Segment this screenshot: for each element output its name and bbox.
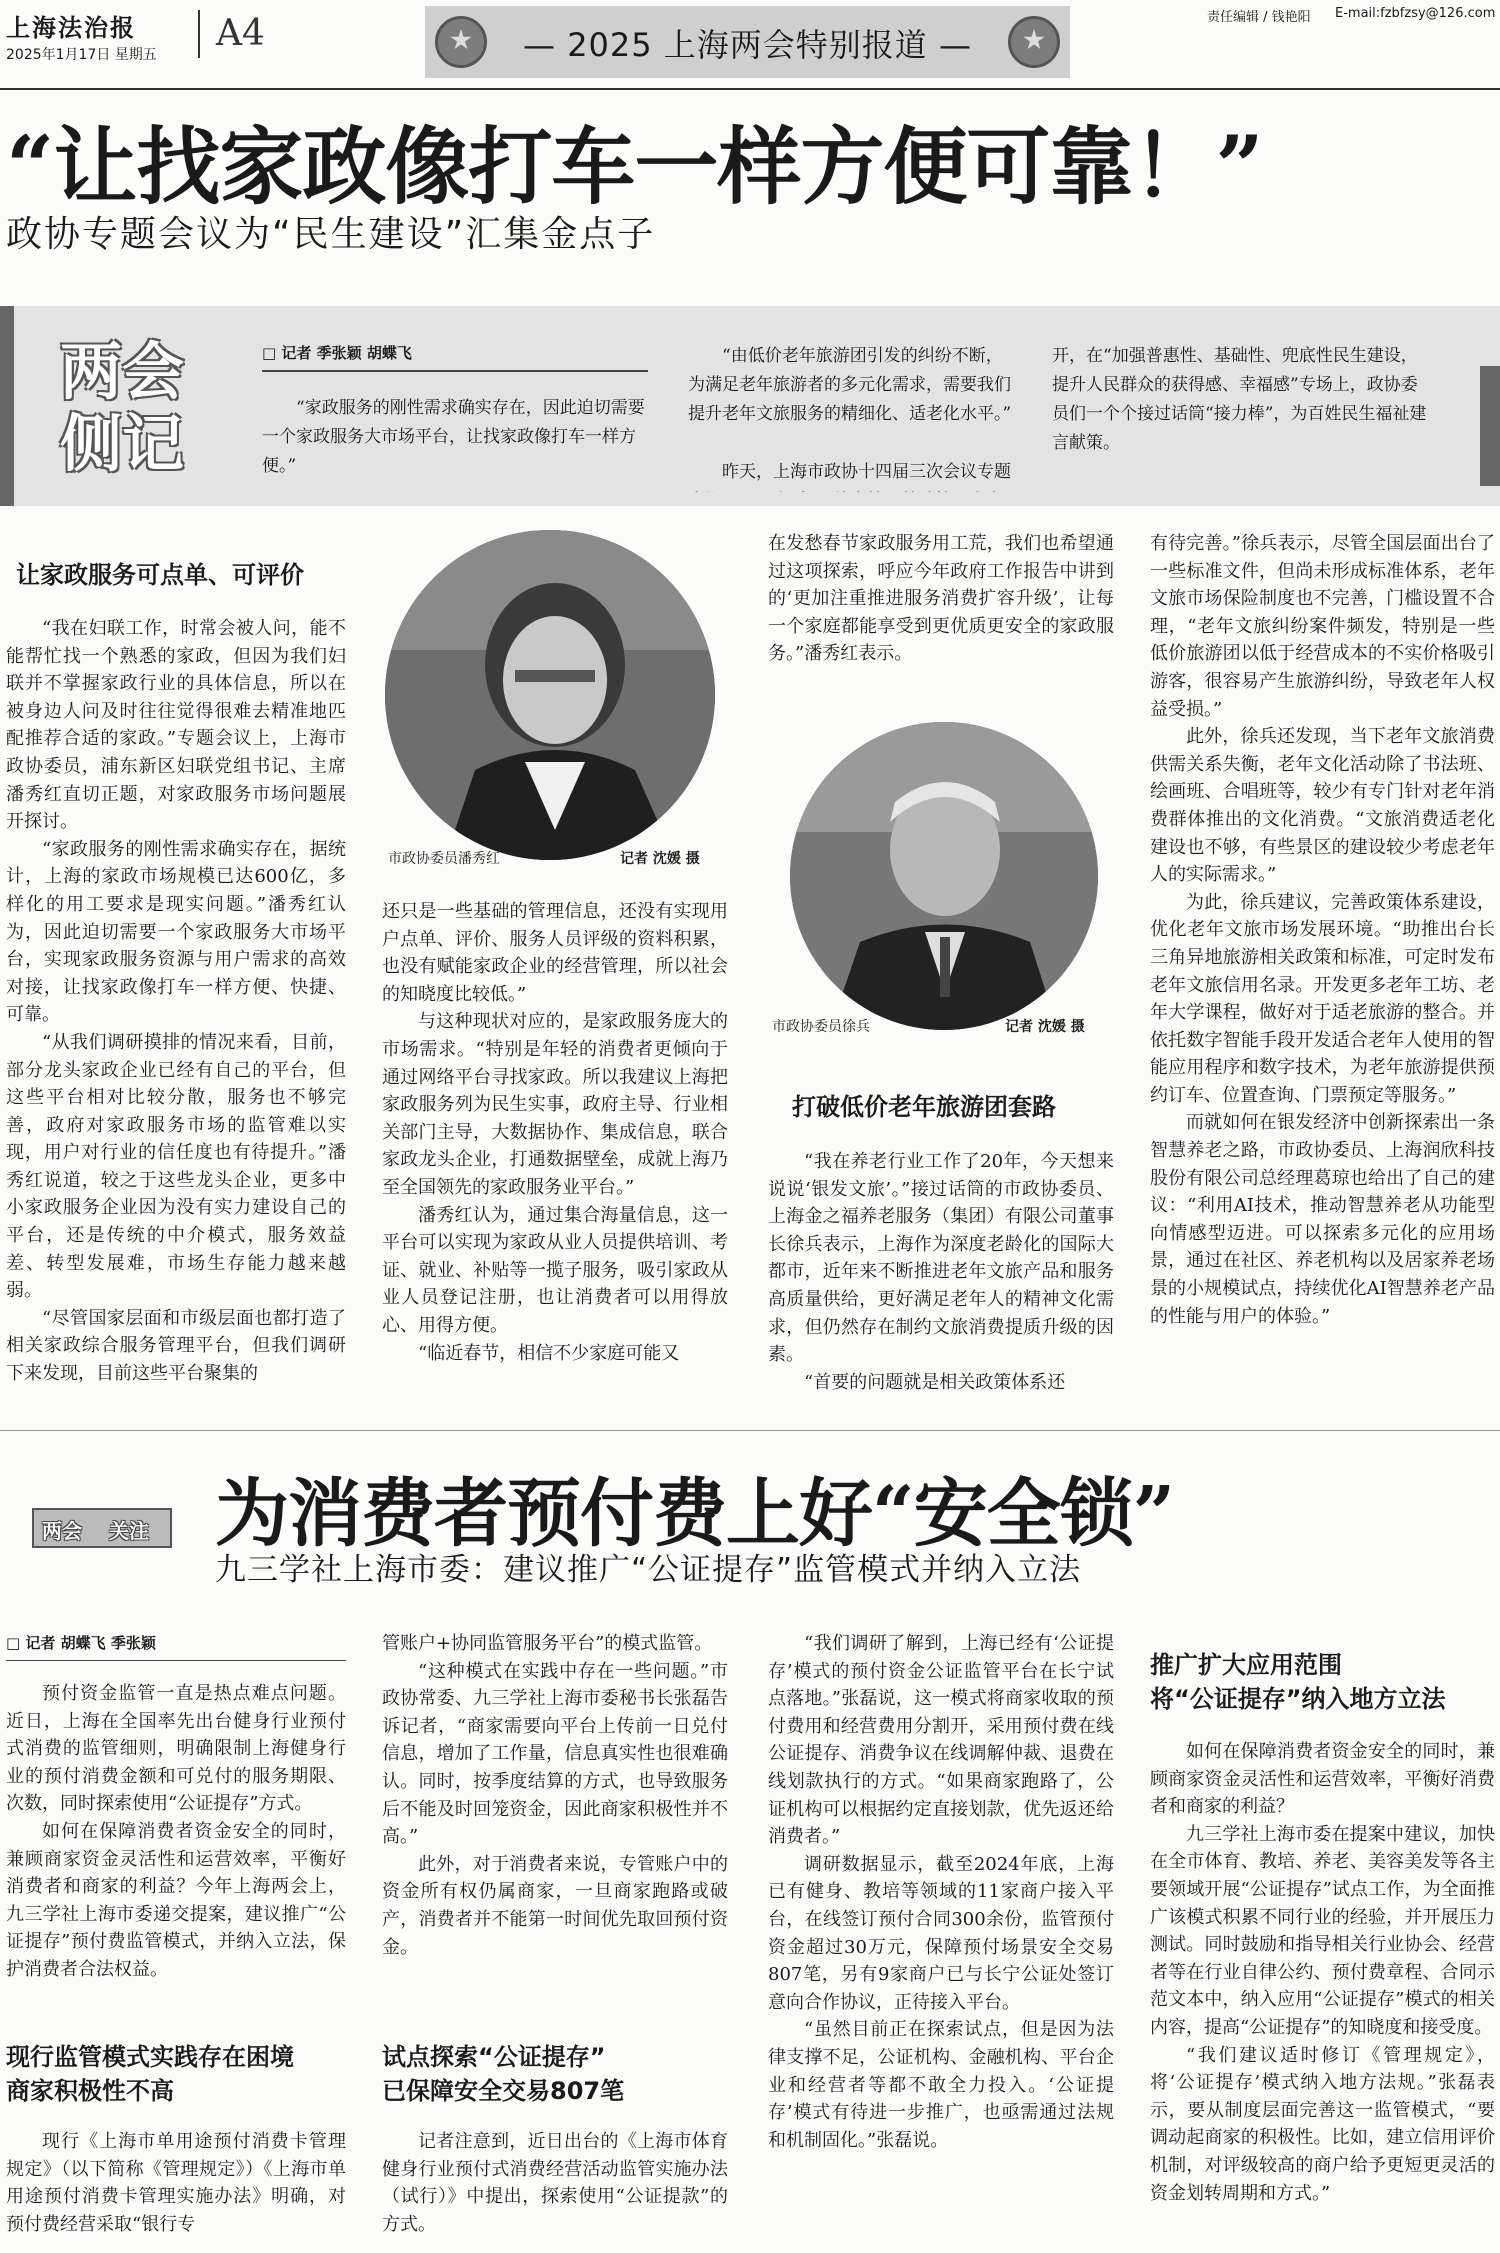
badge-left: 两会 <box>42 1519 82 1543</box>
byline-rule <box>6 1660 346 1661</box>
intro-paragraph-3-flow: 开，在“加强普惠性、基础性、兜底性民生建设，提升人民群众的获得感、幸福感”专场上，政协委员们一个个接过话筒“接力棒”，为百姓民生福祉建言献策。 <box>1052 346 1427 453</box>
photo2-caption: 市政协委员徐兵 <box>772 1019 870 1035</box>
article1-subheadline: 政协专题会议为“民生建设”汇集金点子 <box>6 214 656 255</box>
page-number: A4 <box>198 10 265 58</box>
paragraph: 与这种现状对应的，是家政服务庞大的市场需求。“特别是年轻的消费者更倾向于通过网络平台寻找家政。所以我建议上海把家政服务列为民生实事，政府主导、行业相关部门主导，大数据协作、集成信息，联合家政龙头企业，打通数据壁垒，成就上海乃至全国领先的家政服务业平台。” <box>382 1011 728 1198</box>
paragraph: 管账户+协同监管服务平台”的模式监管。 <box>382 1633 713 1654</box>
article2-column-4 <box>1150 1738 1495 2248</box>
intro-paragraph-3: 昨天，上海市政协十四届三次会议专题 <box>722 462 1011 482</box>
column-logo: 两会侧记 <box>60 335 185 480</box>
article1-headline: “让找家政像打车一样方便可靠！” <box>6 117 1263 216</box>
paragraph: 此外，徐兵还发现，当下老年文旅消费供需关系失衡，老年文化活动除了书法班、绘画班、合唱班等，较少有专门针对老年消费群体推出的文化消费。“文旅消费适老化建设也不够，有些景区的建设较少考虑老年人的实际需求。” <box>1150 726 1495 886</box>
paper-date: 2025年1月17日 星期五 <box>6 47 157 63</box>
masthead <box>0 0 1500 88</box>
banner-title: — 2025 上海两会特别报道 — <box>523 26 972 64</box>
photo2-credit: 记者 沈媛 摄 <box>1005 1019 1085 1035</box>
article2-column-1b <box>6 2128 346 2248</box>
intro-paragraph-3-cont <box>1052 342 1427 487</box>
paragraph: “这种模式在实践中存在一些问题。”市政协常委、九三学社上海市委秘书长张磊告诉记者，“商家需要向平台上传前一日兑付信息，增加了工作量，信息真实性也很难确认。同时，按季度结算的方式，也导致服务后不能及时回笼资金，因此商家积极性并不高。” <box>382 1660 728 1848</box>
article2-column-1 <box>6 1680 346 2025</box>
paragraph: “我在养老行业工作了20年，今天想来说说‘银发文旅’。”接过话筒的市政协委员、上海金之福养老服务（集团）有限公司董事长徐兵表示，上海作为深度老龄化的国际大都市，近年来不断推进老年文旅产品和服务高质量供给，更好满足老年人的精神文化需求，但仍然存在制约文旅消费提质升级的因素。 <box>768 1151 1114 1366</box>
paragraph: “尽管国家层面和市级层面也都打造了相关家政综合服务管理平台，但我们调研下来发现，目前这些平台聚集的 <box>6 1307 346 1385</box>
intro-left-bar <box>0 306 14 506</box>
paragraph: “我们建议适时修订《管理规定》，将‘公证提存’模式纳入地方法规。”张磊表示，要从制度层面完善这一监管模式，“要调动起商家的积极性。比如，建立信用评价机制，对评级较高的商户给予更短更灵活的资金划转周期和方式。” <box>1150 2044 1495 2204</box>
section2-heading: 打破低价老年旅游团套路 <box>792 1093 1056 1121</box>
article1-byline: □ 记者 季张颖 胡蝶飞 <box>262 344 412 362</box>
article2-column-2b <box>382 2128 728 2248</box>
paragraph: 潘秀红认为，通过集合海量信息，这一平台可以实现为家政从业人员提供培训、考证、就业、补贴等一揽子服务，吸引家政从业人员登记注册，也让消费者可以用得放心、用得方便。 <box>382 1204 728 1336</box>
paragraph: “我在妇联工作，时常会被人问，能不能帮忙找一个熟悉的家政，但因为我们妇联并不掌握家政行业的具体信息，所以在被身边人问及时往往觉得很难去精准地匹配推荐合适的家政。”专题会议上，上海市政协委员，浦东新区妇联党组书记、主席潘秀红直切正题，对家政服务市场问题展开探讨。 <box>6 618 346 833</box>
paragraph: “从我们调研摸排的情况来看，目前，部分龙头家政企业已经有自己的平台，但这些平台相对比较分散，服务也不够完善，政府对家政服务市场的监管难以实现，用户对行业的信任度也有待提升。”潘秀红说道，较之于这些龙头企业，更多中小家政服务企业因为没有实力建设自己的平台，还是传统的中介模式，服务效益差、转型发展难，市场生存能力越来越弱。 <box>6 1031 346 1302</box>
intro-quote-2: “由低价老年旅游团引发的纠纷不断，为满足老年旅游者的多元化需求，需要我们提升老年文旅服务的精细化、适老化水平。” <box>688 346 1012 424</box>
paragraph: 预付资金监管一直是热点难点问题。近日，上海在全国率先出台健身行业预付式消费的监管细则，明确限制上海健身行业的预付消费金额和可兑付的服务期限、次数，同时探索使用“公证提存”方式。 <box>6 1683 346 1815</box>
cppcc-emblem-icon <box>1008 16 1060 68</box>
editor-email: E-mail:fzbfzsy@126.com <box>1335 6 1496 21</box>
paragraph: 现行《上海市单用途预付消费卡管理规定》（以下简称《管理规定》）《上海市单用途预付消费卡管理实施办法》明确，对预付费经营采取“银行专 <box>6 2131 346 2235</box>
article1-column-3-bottom <box>768 1148 1114 1418</box>
intro-quote-1: “家政服务的刚性需求确实存在，因此迫切需要一个家政服务大市场平台，让找家政像打车一样方便。” <box>262 398 645 476</box>
section-a-heading: 现行监管模式实践存在困境 商家积极性不高 <box>6 2043 294 2105</box>
responsible-editor: 责任编辑 / 钱艳阳 <box>1207 10 1311 25</box>
column-badge <box>32 1508 172 1548</box>
paragraph: 而就如何在银发经济中创新探索出一条智慧养老之路，市政协委员、上海润欣科技股份有限公司总经理葛琼也给出了自己的建议：“利用AI技术，推动智慧养老从功能型向情感型迈进。可以探索多元化的应用场景，通过在社区、养老机构以及居家养老场景的小规模试点，持续优化AI智慧养老产品的性能与用户的体验。” <box>1150 1112 1495 1327</box>
national-emblem-icon <box>435 16 487 68</box>
paragraph: 有待完善。”徐兵表示，尽管全国层面出台了一些标准文件，但尚未形成标准体系，老年文旅市场保险制度也不完善，门槛设置不合理，“老年文旅纠纷案件频发，特别是一些低价旅游团以低于经营成本的不实价格吸引游客，很容易产生旅游纠纷，导致老年人权益受损。” <box>1150 533 1495 720</box>
paragraph: 如何在保障消费者资金安全的同时，兼顾商家资金灵活性和运营效率，平衡好消费者和商家的利益？今年上海两会上，九三学社上海市委递交提案，建议推广“公证提存”预付费监管模式，并纳入立法，保护消费者合法权益。 <box>6 1820 346 1980</box>
paragraph: 此外，对于消费者来说，专管账户中的资金所有权仍属商家，一旦商家跑路或破产，消费者并不能第一时间优先取回预付资金。 <box>382 1853 728 1958</box>
badge-right: 关注 <box>109 1519 149 1543</box>
section-c-heading: 推广扩大应用范围 将“公证提存”纳入地方立法 <box>1150 1651 1446 1713</box>
article1-column-2 <box>382 898 728 1413</box>
section1-heading: 让家政服务可点单、可评价 <box>16 561 304 589</box>
intro-right-bar <box>1480 366 1500 486</box>
paragraph: 记者注意到，近日出台的《上海市体育健身行业预付式消费经营活动监管实施办法（试行）》中提出，探索使用“公证提款”的方式。 <box>382 2131 728 2235</box>
article-separator <box>0 1430 1500 1431</box>
masthead-rule <box>0 88 1500 90</box>
article1-column-3-top <box>768 530 1114 700</box>
intro-paragraph-3a <box>688 458 1018 492</box>
article2-subheadline: 九三学社上海市委：建议推广“公证提存”监管模式并纳入立法 <box>215 1552 1082 1588</box>
article1-column-4 <box>1150 530 1495 1415</box>
article2-column-3 <box>768 1630 1114 2248</box>
paragraph: 为此，徐兵建议，完善政策体系建设，优化老年文旅市场发展环境。“助推出台长三角异地旅游相关政策和标准，可定时发布老年文旅信用名录。开发更多老年工坊、老年大学课程，做好对于适老旅游的整合。并依托数字智能手段开发适合老年人使用的智能应用程序和数字技术，为老年旅游提供预约订车、位置查询、门票预定等服务。” <box>1150 891 1495 1106</box>
paper-name: 上海法治报 <box>6 13 136 42</box>
paragraph: “临近春节，相信不少家庭可能又 <box>418 1342 680 1364</box>
paragraph: 调研数据显示，截至2024年底，上海已有健身、教培等领域的11家商户接入平台，在线签订预付合同300余份，监管预付资金超过30万元，保障预付场景安全交易807笔，另有9家商户已与长宁公证处签订意向合作协议，正待接入平台。 <box>768 1853 1114 2013</box>
paragraph: “我们调研了解到，上海已经有‘公证提存’模式的预付资金公证监管平台在长宁试点落地。”张磊说，这一模式将商家收取的预付费用和经营费用分割开，采用预付费在线公证提存、消费争议在线调解仲裁、退费在线划款执行的方式。“如果商家跑路了，公证机构可以根据约定直接划款，优先返还给消费者。” <box>768 1633 1114 1848</box>
paragraph: 在发愁春节家政服务用工荒，我们也希望通过这项探索，呼应今年政府工作报告中讲到的‘更加注重推进服务消费扩容升级’，让每一个家庭都能享受到更优质更安全的家政服务。”潘秀红表示。 <box>768 533 1114 665</box>
section-b-heading: 试点探索“公证提存” 已保障安全交易807笔 <box>382 2043 625 2105</box>
portrait-woman-icon <box>385 530 715 860</box>
paragraph: “首要的问题就是相关政策体系还 <box>804 1371 1066 1393</box>
photo1-credit: 记者 沈媛 摄 <box>620 851 700 867</box>
special-report-banner <box>425 6 1070 78</box>
paragraph: 九三学社上海市委在提案中建议，加快在全市体育、教培、养老、美容美发等各主要领域开展“公证提存”试点工作，为全面推广该模式积累不同行业的经验，并开展压力测试。同时鼓励和指导相关行业协会、经营者等在行业自律公约、预付费章程、合同示范文本中，纳入应用“公证提存”模式的相关内容，提高“公证提存”的知晓度和接受度。 <box>1150 1823 1495 2038</box>
paragraph: 还只是一些基础的管理信息，还没有实现用户点单、评价、服务人员评级的资料积累，也没有赋能家政企业的经营管理，所以社会的知晓度比较低。” <box>382 901 728 1005</box>
article2-headline: 为消费者预付费上好“安全锁” <box>215 1471 1175 1557</box>
paragraph: “虽然目前正在探索试点，但是因为法律支撑不足，公证机构、金融机构、平台企业和经营者等都不敢全力投入。‘公证提存’模式有待进一步推广，也亟需通过法规和机制固化。”张磊说。 <box>768 2019 1114 2151</box>
photo1-caption: 市政协委员潘秀红 <box>388 851 500 867</box>
article2-byline: □ 记者 胡蝶飞 季张颖 <box>6 1634 156 1652</box>
photo-pan-xiuhong <box>385 530 715 860</box>
portrait-man-icon <box>790 722 1098 1030</box>
paragraph: “家政服务的刚性需求确实存在，据统计，上海的家政市场规模已达600亿，多样化的用工要求是现实问题。”潘秀红认为，因此迫切需要一个家政服务大市场平台，实现家政服务资源与用户需求的高效对接，让找家政像打车一样方便、快捷、可靠。 <box>6 838 346 1026</box>
article1-intro-panel <box>0 306 1500 506</box>
article1-column-1 <box>6 615 346 1415</box>
paragraph: 如何在保障消费者资金安全的同时，兼顾商家资金灵活性和运营效率，平衡好消费者和商家的利益？ <box>1150 1741 1495 1818</box>
photo-xu-bing <box>790 722 1098 1030</box>
byline-rule <box>262 370 648 372</box>
article2-column-2 <box>382 1630 728 2025</box>
